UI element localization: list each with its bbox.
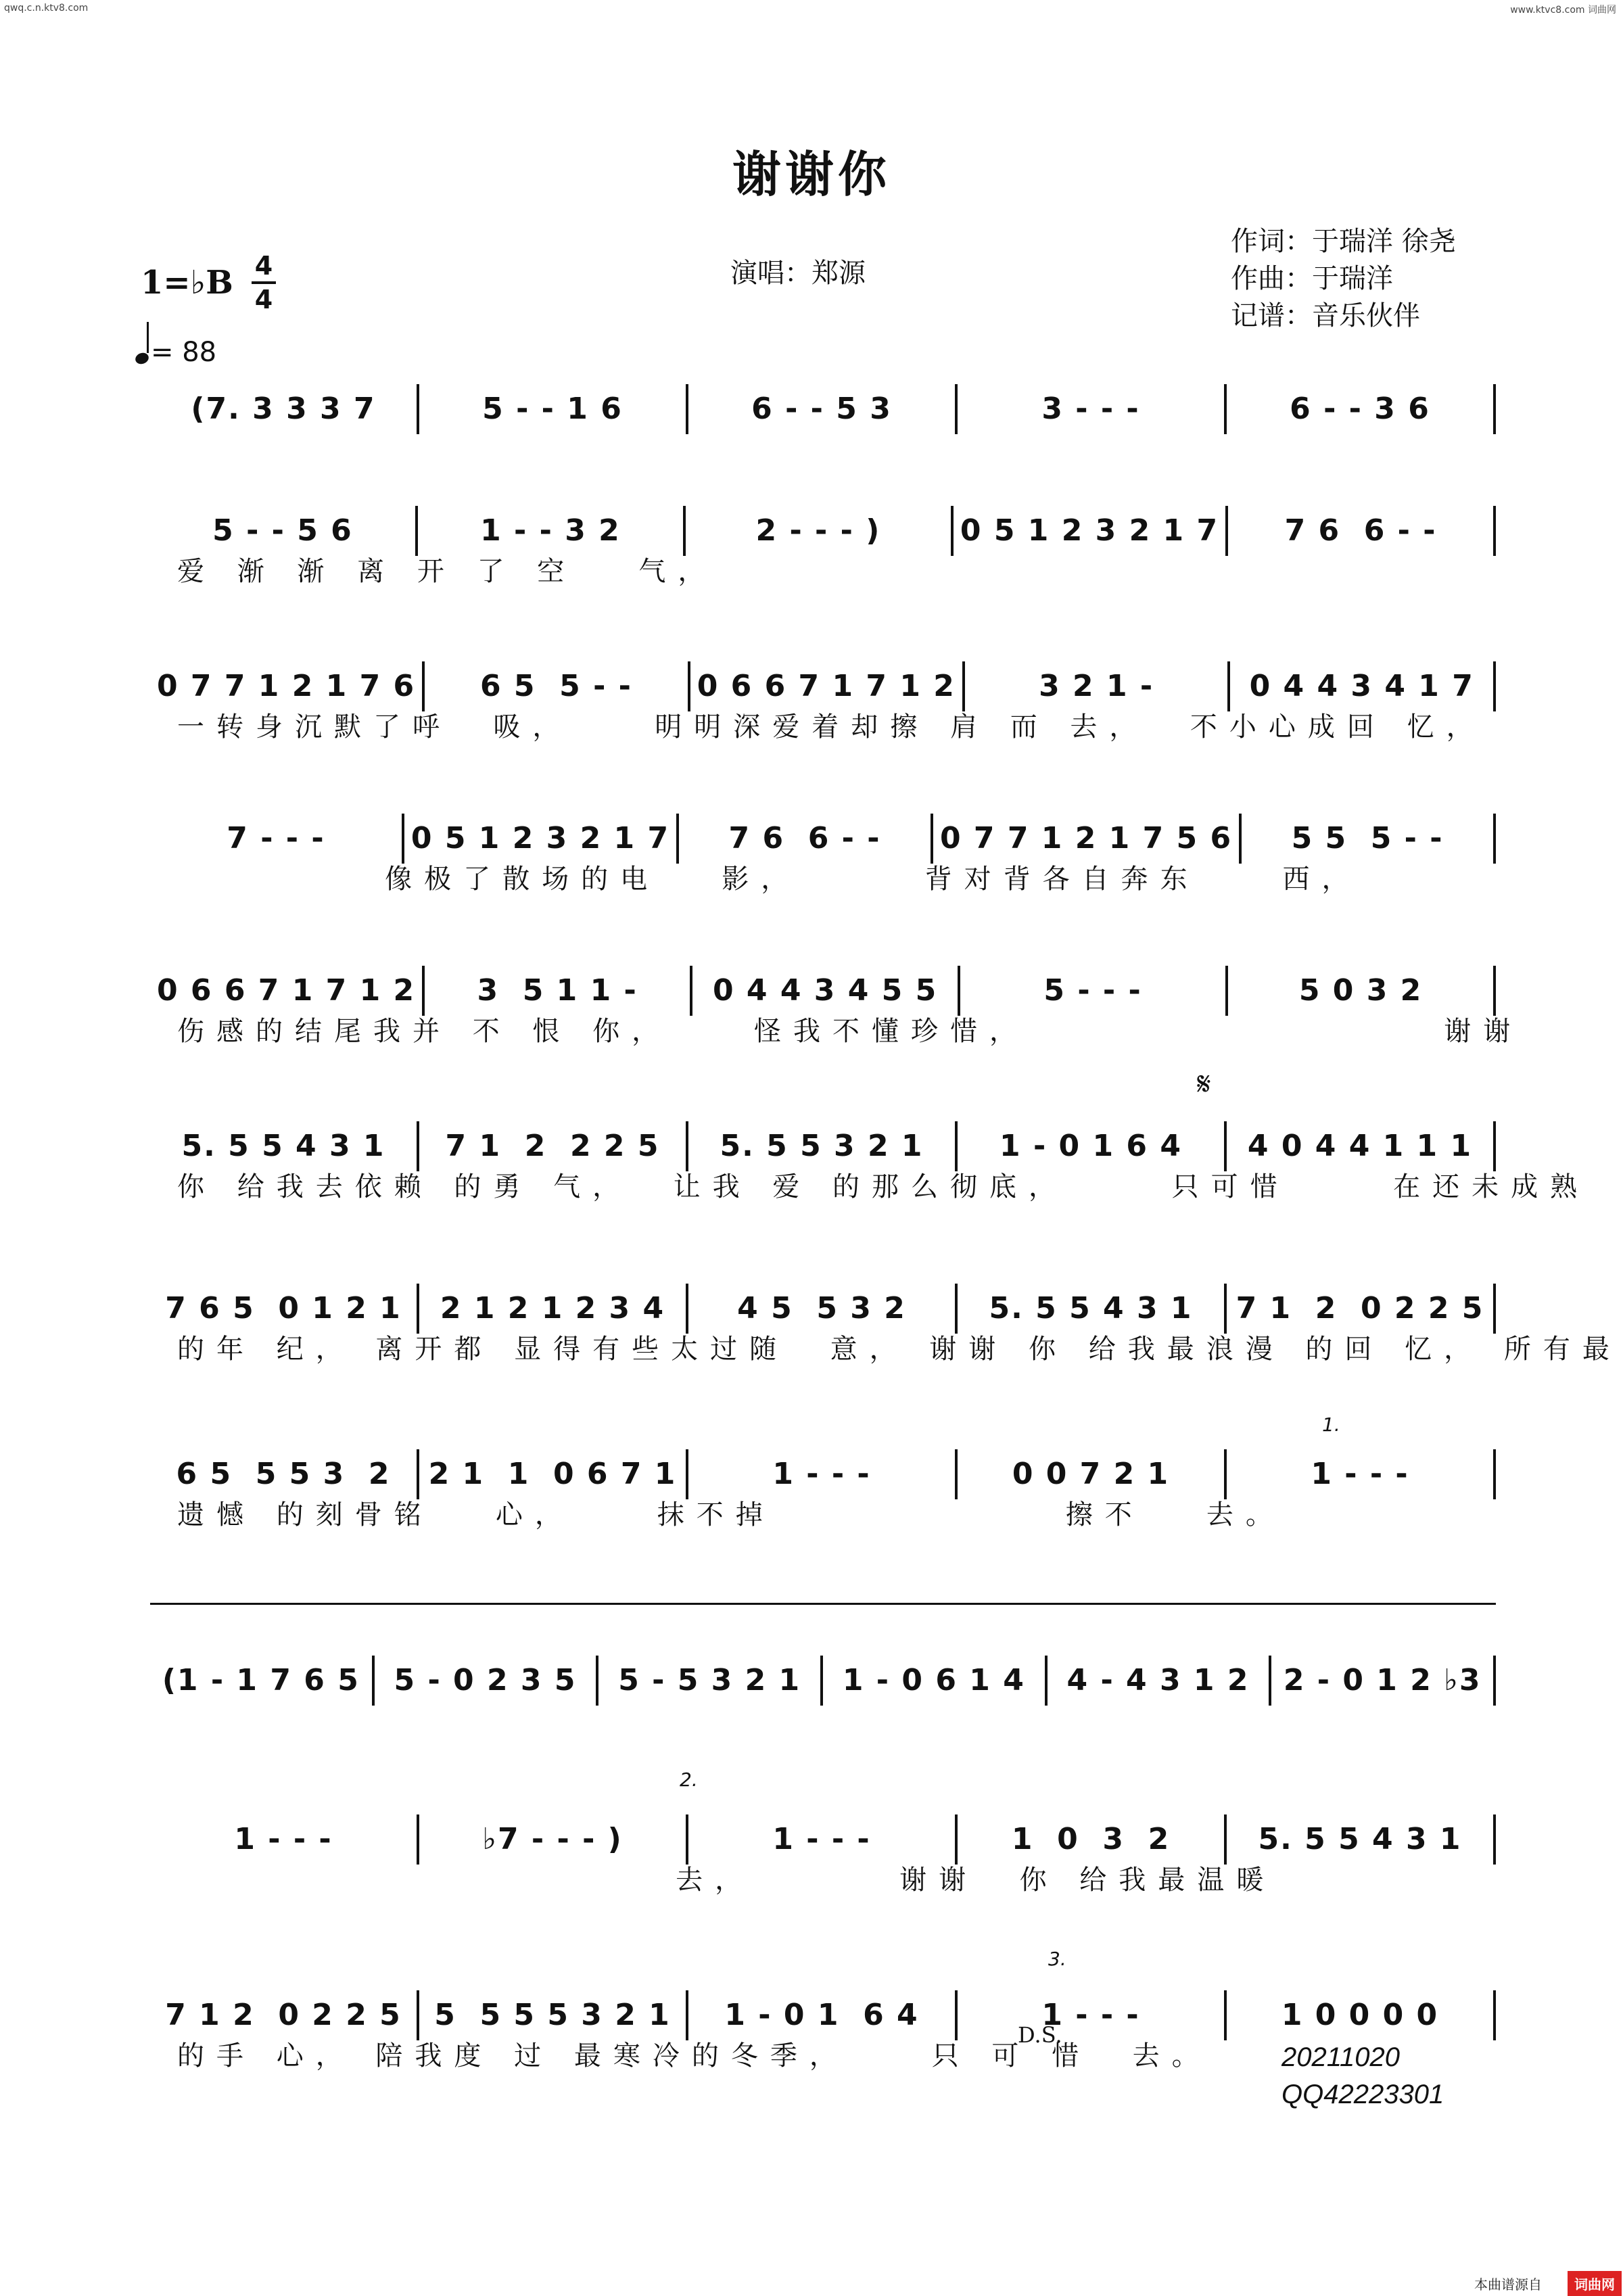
measure: 1 - - - (772, 1457, 871, 1491)
measure: 1 0 0 0 0 (1281, 1998, 1439, 2032)
notes-row (150, 1660, 1496, 1701)
song-title: 谢谢你 (732, 146, 891, 203)
notes-row (150, 1126, 1496, 1167)
measure: 5 - - 5 6 (212, 513, 353, 548)
barline (1493, 814, 1496, 864)
measure: 4 0 4 4 1 1 1 (1247, 1129, 1473, 1163)
measure: 1 - 0 1 6 4 (724, 1998, 919, 2032)
lyrics-line: 一转身沉默了呼 吸， 明明深爱着却擦 肩 而 去， 不小心成回 忆， (177, 711, 1486, 743)
measure: 5 - 5 3 2 1 (618, 1663, 801, 1697)
measure: 5 - 0 2 3 5 (394, 1663, 577, 1697)
measure: 4 - 4 3 1 2 (1066, 1663, 1250, 1697)
notation-system (150, 389, 1496, 470)
barline (1493, 1656, 1496, 1706)
lyrics-line: 的手 心， 陪我度 过 最寒冷的冬季， 只 可 惜 去。 (177, 2040, 1211, 2071)
segno-sign: 𝄋 (1197, 1065, 1211, 1103)
notes-row (150, 970, 1496, 1011)
notation-system (150, 1288, 1622, 1369)
lyrics-line: 像极了散场的电 影， 背对背各自奔东 西， (177, 864, 1361, 895)
barline (1493, 661, 1496, 711)
lyrics-line: 的年 纪， 离开都 显得有些太过随 意， 谢谢 你 给我最浪漫 的回 忆， 所有最 (177, 1334, 1622, 1365)
measure: 5 - - - (1043, 973, 1142, 1008)
measure: 1 - - - (1311, 1457, 1409, 1491)
measure: 0 4 4 3 4 5 5 (713, 973, 938, 1008)
notation-system (150, 1819, 1496, 1900)
barline (1493, 966, 1496, 1016)
lyrics-line: 去， 谢谢 你 给我最温暖 (177, 1865, 1276, 1896)
measure: 7 - - - (227, 821, 325, 856)
volta-1-label: 1. (1322, 1413, 1340, 1436)
composer-credit: 作曲：于瑞洋 (1231, 263, 1393, 294)
time-sig-top: 4 (254, 251, 273, 281)
barline (1493, 506, 1496, 556)
lyrics-line: 你 给我去依赖 的勇 气， 让我 爱 的那么彻底， 只可惜 在还未成熟 (177, 1171, 1590, 1202)
volta-2-label: 2. (680, 1768, 698, 1791)
notes-row (150, 1819, 1496, 1860)
measure: 0 5 1 2 3 2 1 7 (960, 513, 1219, 548)
measure: 1 - - - (1041, 1998, 1140, 2032)
measure: 1 - 0 1 6 4 (999, 1129, 1182, 1163)
measure: 0 4 4 3 4 1 7 (1249, 669, 1474, 703)
volta-3-label: 3. (1048, 1948, 1066, 1970)
notation-system (150, 818, 1496, 899)
measure: 0 7 7 1 2 1 7 6 (157, 669, 416, 703)
measure: 7 6 5 0 1 2 1 (165, 1291, 402, 1326)
measure: 2 1 1 0 6 7 1 (428, 1457, 677, 1491)
measure: 6 5 5 - - (479, 669, 632, 703)
barline (1493, 1814, 1496, 1865)
barline (1493, 1990, 1496, 2040)
notes-row (150, 389, 1496, 429)
barline (1493, 384, 1496, 434)
measure: 6 - - 3 6 (1290, 392, 1430, 426)
measure: 4 5 5 3 2 (737, 1291, 906, 1326)
measure: 1 - 0 6 1 4 (842, 1663, 1025, 1697)
key-signature: 1=♭B (141, 264, 233, 302)
note-stem (147, 322, 149, 353)
measure: 7 1 2 0 2 2 5 (1236, 1291, 1484, 1326)
measure: 0 5 1 2 3 2 1 7 (410, 821, 670, 856)
lyricist-credit: 作词：于瑞洋 徐尧 (1231, 226, 1456, 257)
measure: 5 5 5 - - (1291, 821, 1444, 856)
measure: 6 - - 5 3 (751, 392, 892, 426)
measure: 5. 5 5 4 3 1 (181, 1129, 385, 1163)
notation-system (150, 666, 1496, 747)
measure: 3 5 1 1 - (477, 973, 638, 1008)
lyrics-line (150, 1701, 1496, 1741)
notation-system (150, 511, 1496, 592)
transcriber-credit: 记谱：音乐伙伴 (1231, 300, 1420, 331)
measure: 5. 5 5 4 3 1 (989, 1291, 1193, 1326)
measure: 0 0 7 2 1 (1012, 1457, 1170, 1491)
measure: 2 - 0 1 2 ♭3 (1283, 1663, 1482, 1697)
measure: 1 - - 3 2 (480, 513, 621, 548)
barline (1493, 1449, 1496, 1499)
measure: 7 1 2 2 2 5 (445, 1129, 660, 1163)
qq-note: QQ42223301 (1281, 2080, 1444, 2109)
ds-marking: D.S. (1018, 2022, 1062, 2048)
notes-row (150, 1288, 1496, 1329)
time-sig-bottom: 4 (254, 285, 273, 314)
measure: ♭7 - - - ) (482, 1822, 623, 1856)
lyrics-line (150, 429, 1496, 470)
measure: 7 6 6 - - (1284, 513, 1437, 548)
measure: 3 2 1 - (1039, 669, 1154, 703)
measure: 0 6 6 7 1 7 1 2 (697, 669, 956, 703)
time-sig-bar (252, 281, 276, 284)
notes-row (150, 1995, 1496, 2036)
measure: 2 1 2 1 2 3 4 (440, 1291, 665, 1326)
quarter-note-icon (134, 351, 150, 366)
measure: 7 1 2 0 2 2 5 (165, 1998, 402, 2032)
measure: 5 0 3 2 (1298, 973, 1423, 1008)
measure: 0 7 7 1 2 1 7 5 6 (940, 821, 1233, 856)
measure: 2 - - - ) (755, 513, 881, 548)
measure: 1 - - - (234, 1822, 333, 1856)
notes-row (150, 511, 1496, 551)
notation-system (150, 1454, 1496, 1535)
date-note: 20211020 (1281, 2042, 1400, 2072)
time-signature (252, 252, 276, 314)
measure: 5 - - 1 6 (482, 392, 623, 426)
site-header-left: qwq.c.n.ktv8.com (4, 3, 89, 14)
notation-system (150, 1126, 1590, 1207)
tempo-value: = 88 (151, 337, 217, 368)
lyrics-line: 遗憾 的刻骨铭 心， 抹不掉 擦不 去。 (177, 1499, 1285, 1530)
measure: 5 5 5 5 3 2 1 (434, 1998, 671, 2032)
measure: 6 5 5 5 3 2 (176, 1457, 391, 1491)
barline (1493, 1284, 1496, 1334)
lyrics-line: 伤感的结尾我并 不 恨 你， 怪我不懂珍惜， 谢谢 (177, 1016, 1523, 1047)
notes-row (150, 666, 1496, 707)
measure: (7. 3 3 3 7 (191, 392, 376, 426)
site-header-right: www.ktvc8.com 词曲网 (1510, 5, 1616, 16)
measure: 7 6 6 - - (728, 821, 881, 856)
section-divider (150, 1603, 1496, 1605)
measure: 5. 5 5 3 2 1 (720, 1129, 924, 1163)
notes-row (150, 1454, 1496, 1495)
notes-row (150, 818, 1496, 859)
measure: 3 - - - (1041, 392, 1140, 426)
notation-system (150, 1660, 1496, 1741)
measure: (1 - 1 7 6 5 (162, 1663, 360, 1697)
measure: 1 - - - (772, 1822, 871, 1856)
footer-source-text: 本曲谱源自 (1474, 2276, 1542, 2293)
lyrics-line: 爱 渐 渐 离 开 了 空 气， (177, 556, 718, 587)
footer-logo: 词曲网 (1568, 2271, 1622, 2296)
measure: 0 6 6 7 1 7 1 2 (157, 973, 416, 1008)
measure: 1 0 3 2 (1011, 1822, 1171, 1856)
barline (1493, 1121, 1496, 1171)
tempo-marking (135, 330, 216, 368)
singer-credit: 演唱：郑源 (730, 258, 866, 289)
notation-system (150, 970, 1523, 1052)
measure: 5. 5 5 4 3 1 (1258, 1822, 1462, 1856)
